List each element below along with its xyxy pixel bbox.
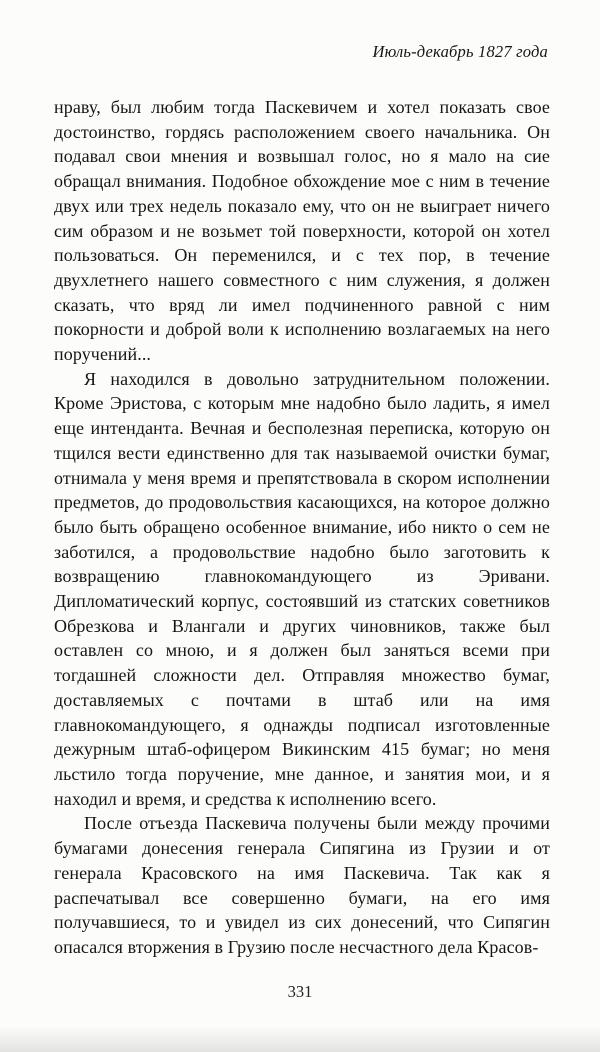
- paragraph-3: После отъезда Паскевича получены были между прочими бумагами донесения генерала Сипягина из Грузии и от генерала Красовского на имя Паскевича. Так как я распечатывал все совершенно бумаги, на его имя получавшиеся, то и увидел из сих донесений, что Сипягин опасался вторжения в Грузию после несчастного дела Красов-: [54, 813, 550, 957]
- paragraph-2: Я находился в довольно затруднительном положении. Кроме Эристова, с которым мне надобно было ладить, я имел еще интенданта. Вечная и бесполезная переписка, которую он тщился вести единственно для так называемой очистки бумаг, отнимала у меня время и препятствовала в скором исполнении предметов, до продовольствия касающихся, на которое должно было быть обращено особенное внимание, ибо никто о сем не заботился, а продовольствие надобно было заготовить к возвращению главнокомандующего из Эривани. Дипломатический корпус, состоявший из статских советников Обрезкова и Влангали и других чиновников, также был оставлен со мною, и я должен был заняться всеми при тогдашней сложности дел. Отправляя множество бумаг, доставляемых с почтами в штаб или на имя главнокомандующего, я однажды подписал изготовленные дежурным штаб-офицером Викинским 415 бумаг; но меня льстило тогда поручение, мне данное, и занятия мои, и я находил и время, и средства к исполнению всего.: [54, 368, 550, 809]
- running-head: Июль-декабрь 1827 года: [372, 42, 548, 61]
- body-text: [54, 95, 550, 960]
- paragraph-1: нраву, был любим тогда Паскевичем и хотел показать свое достоинство, гордясь расположением своего начальника. Он подавал свои мнения и возвышал голос, но я мало на сие обращал внимания. Подобное обхождение мое с ним в течение двух или трех недель показало ему, что он не выиграет ничего сим образом и не возьмет той поверхности, которой он хотел пользоваться. Он переменился, и с тех пор, в течение двухлетнего нашего совместного с ним служения, я должен сказать, что вряд ли имел подчиненного равной с ним покорности и доброй воли к исполнению возлагаемых на него поручений...: [54, 97, 550, 365]
- page-number: 331: [287, 982, 313, 1001]
- page-footer: [0, 982, 600, 1002]
